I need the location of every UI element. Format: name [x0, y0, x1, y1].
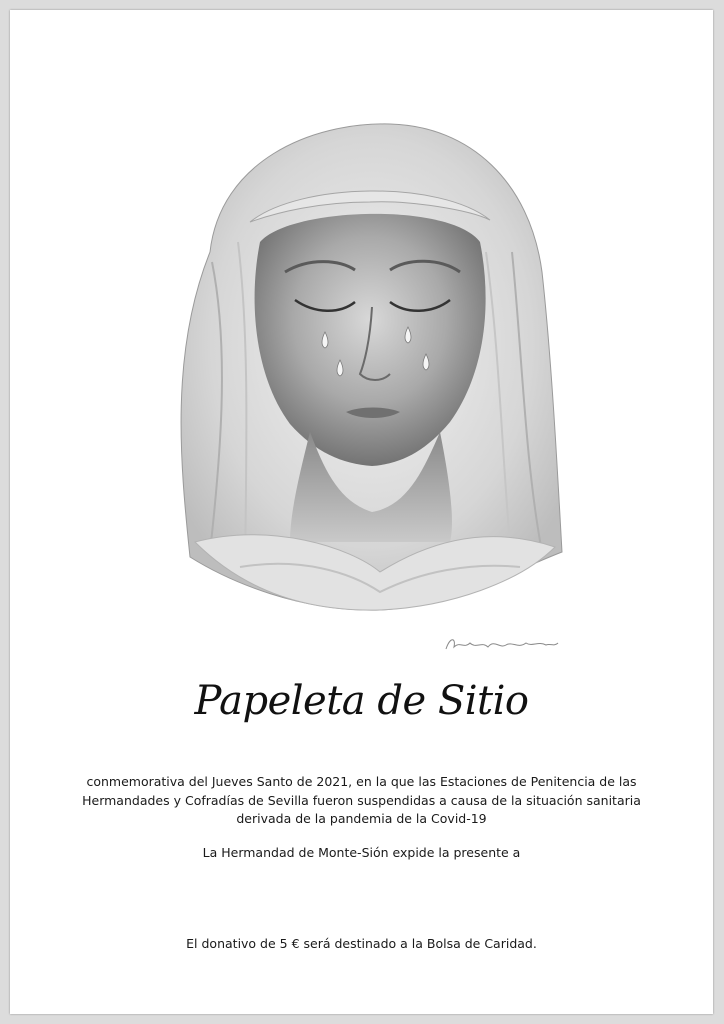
document-page [10, 10, 713, 1014]
artist-signature [442, 633, 560, 655]
issuer-line: La Hermandad de Monte-Sión expide la presente a [202, 845, 521, 860]
virgin-portrait-drawing [150, 102, 570, 614]
donation-note: El donativo de 5 € será destinado a la Bolsa de Caridad. [186, 936, 537, 951]
document-title: Papeleta de Sitio [194, 678, 529, 724]
commemoration-paragraph: conmemorativa del Jueves Santo de 2021, en la que las Estaciones de Penitencia de las Hermandades y Cofradías de Sevilla fueron suspendidas a causa de la situación sanitaria derivada de la pandemia de la Covid-19 [82, 774, 641, 826]
